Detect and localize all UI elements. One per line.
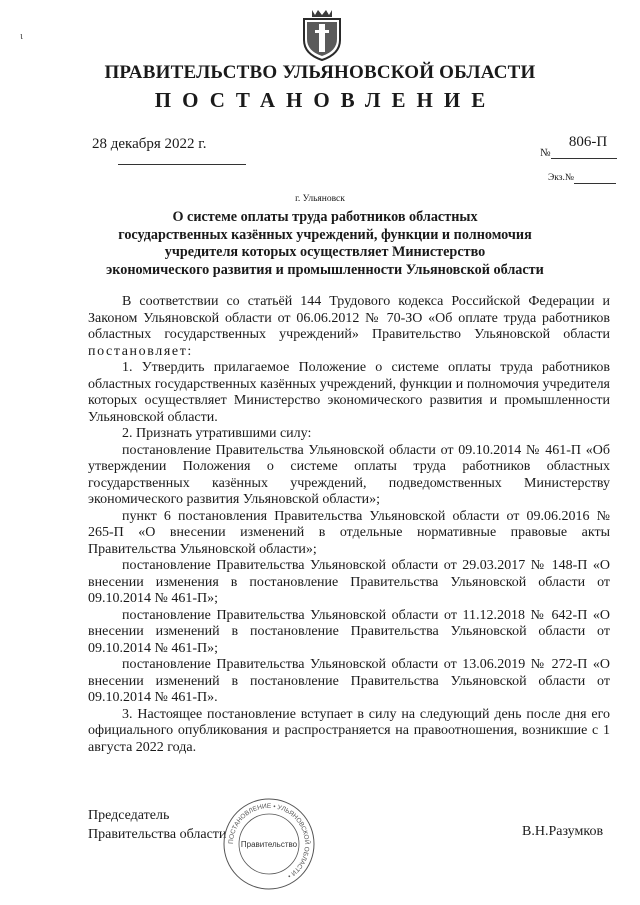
repealed-item: постановление Правительства Ульяновской области от 11.12.2018 № 642-П «О внесении изменений в постановление Правительства Ульяновской области от 09.10.2014 № 461-П»;: [88, 607, 610, 656]
stamp-ring-text: ПОСТАНОВЛЕНИЕ • УЛЬЯНОВСКОЙ ОБЛАСТИ •: [227, 802, 311, 880]
ulyanovsk-coat-of-arms-icon: [300, 6, 344, 62]
repealed-item: постановление Правительства Ульяновской области от 29.03.2017 № 148-П «О внесении изменения в постановление Правительства Ульяновской области от 09.10.2014 № 461-П»;: [88, 558, 610, 606]
position-line: Председатель: [88, 808, 170, 823]
subject-line: учредителя которых осуществляет Министерство: [164, 244, 486, 260]
date-underline: [118, 164, 246, 165]
subject-line: экономического развития и промышленности Ульяновской области: [106, 261, 544, 278]
corner-mark: ι: [20, 30, 23, 42]
clause-1: 1. Утвердить прилагаемое Положение о системе оплаты труда работников областных государственных казённых учреждений, функции и полномочия учредителя которых осуществляет Министерство экономического развития и промышленности Ульяновской области.: [88, 360, 610, 425]
city: г. Ульяновск: [295, 194, 345, 204]
clause-2: 2. Признать утратившими силу:: [122, 426, 312, 441]
document-body: [88, 294, 610, 756]
clause-3: 3. Настоящее постановление вступает в силу на следующий день после дня его официального опубликования и распространяется на правоотношения, возникшие с 1 августа 2022 года.: [88, 706, 610, 755]
subject-line: О системе оплаты труда работников областных: [172, 209, 478, 225]
official-seal-stamp: [222, 797, 316, 891]
copy-number-label: Экз.№: [548, 173, 574, 183]
preamble-text: В соответствии со статьёй 144 Трудового кодекса Российской Федерации и Законом Ульяновской области от 06.06.2012 № 70-ЗО «Об оплате труда работников областных государственных учреждений» Правительство Ульяновской области: [88, 294, 610, 342]
decree-word: постановляет:: [88, 343, 193, 359]
number-underline: [551, 158, 617, 159]
repealed-item: постановление Правительства Ульяновской области от 13.06.2019 № 272-П «О внесении изменений в постановление Правительства Ульяновской области от 09.10.2014 № 461-П».: [88, 657, 610, 705]
document-number: 806-П: [568, 134, 608, 150]
subject-line: государственных казённых учреждений, функции и полномочия: [118, 226, 532, 243]
position-line: Правительства области: [88, 827, 227, 842]
government-title: ПРАВИТЕЛЬСТВО УЛЬЯНОВСКОЙ ОБЛАСТИ: [104, 62, 536, 83]
number-label: №: [540, 147, 551, 159]
document-date: 28 декабря 2022 г.: [92, 136, 207, 152]
repealed-item: постановление Правительства Ульяновской области от 09.10.2014 № 461-П «Об утверждении Положения о системе оплаты труда работников областных государственных казённых учреждений, подведомственных Министерству экономического развития Ульяновской области»;: [88, 442, 610, 507]
repealed-item: пункт 6 постановления Правительства Ульяновской области от 09.06.2016 № 265-П «О внесении изменений в отдельные нормативные правовые акты Правительства Ульяновской области»;: [88, 508, 610, 557]
copy-number-underline: [574, 183, 616, 184]
signatory-name: В.Н.Разумков: [522, 824, 604, 839]
stamp-center-text: Правительство: [240, 840, 298, 849]
signatory-position: [88, 806, 226, 844]
document-subject: [95, 209, 555, 279]
document-type: ПОСТАНОВЛЕНИЕ: [154, 88, 497, 112]
preamble-paragraph: [88, 294, 610, 360]
